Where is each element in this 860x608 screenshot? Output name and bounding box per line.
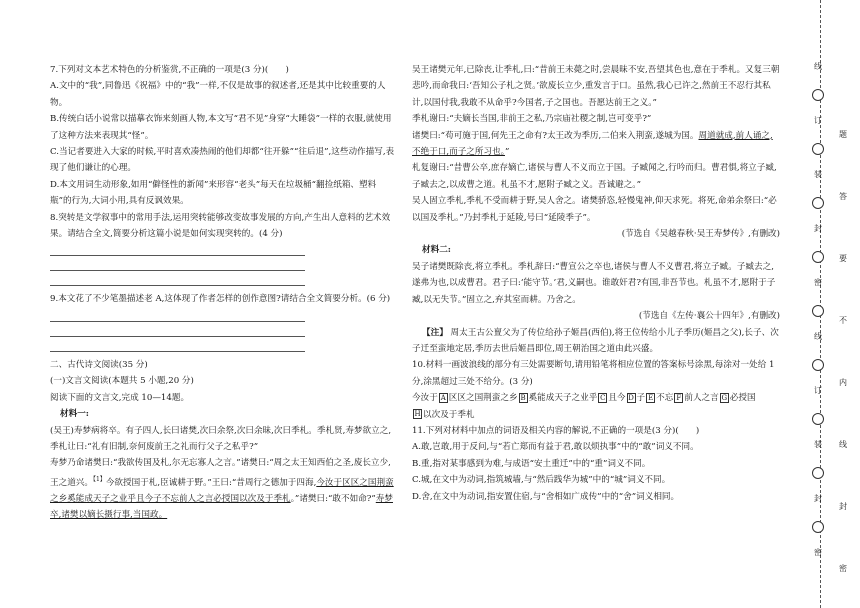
material-1-para-3: 吴王诸樊元年,已除丧,让季札,曰:“昔前王未薨之时,尝晨昧不安,吾望其色也,意在于季札。又复三朝悲吟,而命我曰:‘吾知公子札之贤。’欲废长立少,重发言于口。虽然,我心已许之,然前王不忍行其私计,以国付我,我敢不从命乎?今国者,子之国也。吾愿达前王之义。” bbox=[412, 65, 780, 108]
binding-char: 封 bbox=[814, 494, 822, 503]
source-citation: (节选自《左传·襄公十四年》,有删改) bbox=[638, 311, 780, 322]
binding-circle bbox=[812, 467, 824, 479]
binding-char: 订 bbox=[814, 386, 822, 395]
annotation-note: 【注】 周太王古公亶父为了传位给孙子姬昌(西伯),将王位传给小儿子季历(姬昌之父),长子、次子迁至蛮地定居,季历去世后姬昌即位,周王朝治国之道由此兴盛。 bbox=[412, 327, 779, 354]
option-7a: A.文中的“我”,同鲁迅《祝福》中的“我”一样,不仅是故事的叙述者,还是其中比较重要的人物。 bbox=[50, 81, 386, 108]
question-7: 7.下列对文本艺术特色的分析鉴赏,不正确的一项是(3 分)( ) bbox=[50, 65, 289, 75]
question-10: 10.材料一画波浪线的部分有三处需要断句,请用铅笔将相应位置的答案标号涂黑,每涂对一处给 1 分,涂黑超过三处不给分。(3 分) bbox=[412, 360, 775, 387]
question-10-sentence: 今汝于 A 区区之国荆蛮之乡 B 奚能成天子之业乎 C 且今 D 子 E 不忘 F 前人之言 G 必授国 H 以次及于季札 bbox=[412, 393, 756, 420]
option-11d: D.舍,在文中为动词,指安置住宿,与“舍相如广成传”中的“舍”词义相同。 bbox=[412, 491, 680, 502]
answer-line bbox=[50, 261, 305, 271]
subsection-heading: (一)文言文阅读(本题共 5 小题,20 分) bbox=[50, 376, 194, 387]
underlined-sentence: 寿梦卒,诸樊以嫡长摄行事,当国政。 bbox=[50, 493, 393, 521]
answer-box[interactable]: D bbox=[628, 393, 634, 402]
binding-margin bbox=[790, 0, 860, 608]
binding-char: 装 bbox=[814, 440, 822, 449]
answer-box[interactable]: F bbox=[674, 393, 683, 403]
answer-line bbox=[50, 276, 305, 286]
question-8: 8.突转是文学叙事中的常用手法,运用突转能够改变故事发展的方向,产生出人意料的艺术效果。请结合全文,简要分析这篇小说是如何实现突转的。(4 分) bbox=[50, 212, 391, 240]
binding-notice-char: 答 bbox=[839, 192, 847, 201]
binding-circle bbox=[812, 251, 824, 263]
binding-notice-char: 题 bbox=[839, 130, 847, 139]
option-7d: D.本文用词生动形象,如用“僻怪性的新闻”来形容“老头”每天在垃圾桶“翻捡纸箱、塑料瓶”的行为,大词小用,具有反讽效果。 bbox=[50, 179, 377, 207]
note-marker: 【1】 bbox=[92, 475, 106, 483]
wavy-line-passage: 今汝于区区之国荆蛮之乡奚能成天子之业乎且今子不忘前人之言必授国以次及于季札 bbox=[50, 477, 394, 504]
material-1-label: 材料一: bbox=[60, 409, 89, 420]
answer-line bbox=[50, 327, 305, 337]
material-1-para-2: 寿梦乃命诸樊曰:“我欲传国及札,尔无忘寡人之言。”诸樊曰:“周之太王知西伯之圣,废长立少,王之道兴。$^{【1】}$今欲授国于札,臣诚耕于野。”王曰:“昔周行之德加于四海,今汝于区区之国荆蛮之乡奚能成天子之业乎且今子不忘前人之言必授国以次及于季札。”诸樊曰:“敢不如命?”寿梦卒,诸樊以嫡长摄行事,当国政。 bbox=[50, 458, 394, 521]
binding-circle bbox=[812, 143, 824, 155]
right-column bbox=[412, 62, 780, 505]
answer-box[interactable]: B bbox=[520, 393, 526, 402]
binding-char: 线 bbox=[814, 332, 822, 341]
option-11a: A.敢,岂敢,用于反问,与“若亡郑而有益于君,敢以烦执事”中的“敢”词义不同。 bbox=[412, 442, 699, 453]
binding-circle bbox=[812, 305, 824, 317]
binding-circle bbox=[812, 89, 824, 101]
answer-box[interactable]: A bbox=[440, 393, 446, 402]
option-11b: B.重,指对某事感到为难,与成语“安土重迁”中的“重”词义不同。 bbox=[412, 458, 651, 469]
material-2-para: 吴子诸樊既除丧,将立季札。季札辞曰:“曹宣公之卒也,诸侯与曹人不义曹君,将立子臧。子臧去之,遂弗为也,以成曹君。君子曰:‘能守节。’君,义嗣也。谁敢奸君?有国,非吾节也。札虽不才,愿附于子臧,以无失节。”固立之,弃其室而耕。乃舍之。 bbox=[412, 261, 776, 305]
option-7c: C.当记者要进入大家的时候,平时喜欢凑热闹的他们却都“往开躲”“往后退”,这些动作描写,表现了他们谦让的心理。 bbox=[50, 147, 395, 174]
material-1-para-4: 季札谢曰:“夫嫡长当国,非前王之私,乃宗庙社稷之制,岂可变乎?” bbox=[412, 114, 652, 125]
option-11c: C.城,在文中为动词,指筑城墙,与“然后践华为城”中的“城”词义不同。 bbox=[412, 475, 671, 486]
material-1-para-5: 诸樊曰:“苟可施于国,何先王之命有?太王改为季历,二伯来入荆蛮,遂城为国。周道就成,前人诵之,不绝于口,而子之所习也。” bbox=[412, 130, 773, 158]
answer-line bbox=[50, 342, 305, 352]
question-9: 9.本文花了不少笔墨描述老 A,这体现了作者怎样的创作意图?请结合全文简要分析。(6 分) bbox=[50, 294, 391, 305]
left-column bbox=[50, 62, 395, 524]
binding-notice-char: 密 bbox=[839, 564, 847, 573]
binding-char: 装 bbox=[814, 170, 822, 179]
binding-char: 封 bbox=[814, 224, 822, 233]
binding-char: 订 bbox=[814, 116, 822, 125]
binding-char: 线 bbox=[814, 62, 822, 71]
binding-circle bbox=[812, 413, 824, 425]
material-1-para-7: 吴人固立季札,季札不受而耕于野,吴人舍之。诸樊骄恣,轻慢鬼神,仰天求死。将死,命弟余祭曰:“必以国及季札。”乃封季札于延陵,号曰“延陵季子”。 bbox=[412, 196, 777, 223]
answer-line bbox=[50, 312, 305, 322]
binding-notice-char: 要 bbox=[839, 254, 847, 263]
binding-circle bbox=[812, 359, 824, 371]
answer-box[interactable]: G bbox=[721, 393, 728, 402]
reading-instruction: 阅读下面的文言文,完成 10—14题。 bbox=[50, 392, 190, 403]
option-7b: B.传统白话小说常以描摹衣饰来刻画人物,本文写“君不见”身穿“大睡袋”一样的衣服,就使用了这种方法来表现其“怪”。 bbox=[50, 114, 392, 141]
binding-char: 密 bbox=[814, 548, 822, 557]
binding-notice-char: 线 bbox=[839, 440, 847, 449]
binding-char: 密 bbox=[814, 278, 822, 287]
answer-box[interactable]: E bbox=[648, 393, 654, 402]
material-1-para-6: 札复谢曰:“昔曹公卒,庶存嫡亡,诸侯与曹人不义而立于国。子臧闻之,行吟而归。曹君惧,将立子臧,子臧去之,以成曹之道。札虽不才,愿附子臧之义。吾诚避之。” bbox=[412, 163, 777, 190]
material-1-para-1: (吴王)寿梦病将卒。有子四人,长曰诸樊,次曰余祭,次曰余昧,次曰季札。季札贤,寿梦欲立之,季札让曰:“礼有旧制,奈何废前王之礼而行父子之私乎?” bbox=[50, 425, 392, 452]
binding-notice-char: 封 bbox=[839, 502, 847, 511]
binding-notice-char: 不 bbox=[839, 316, 847, 325]
answer-box[interactable]: C bbox=[600, 393, 606, 402]
binding-notice-char: 内 bbox=[839, 378, 847, 387]
question-11: 11.下列对材料中加点的词语及相关内容的解说,不正确的一项是(3 分)( ) bbox=[412, 425, 700, 436]
source-citation: (节选自《吴越春秋·吴王寿梦传》,有删改) bbox=[621, 229, 780, 240]
binding-circle bbox=[812, 521, 824, 533]
material-2-label: 材料二: bbox=[422, 245, 451, 256]
answer-box[interactable]: H bbox=[414, 410, 421, 419]
section-heading: 二、古代诗文阅读(35 分) bbox=[50, 359, 148, 370]
binding-circle bbox=[812, 197, 824, 209]
underlined-sentence: 周道就成,前人诵之,不绝于口,而子之所习也。 bbox=[412, 130, 773, 158]
answer-line bbox=[50, 246, 305, 256]
